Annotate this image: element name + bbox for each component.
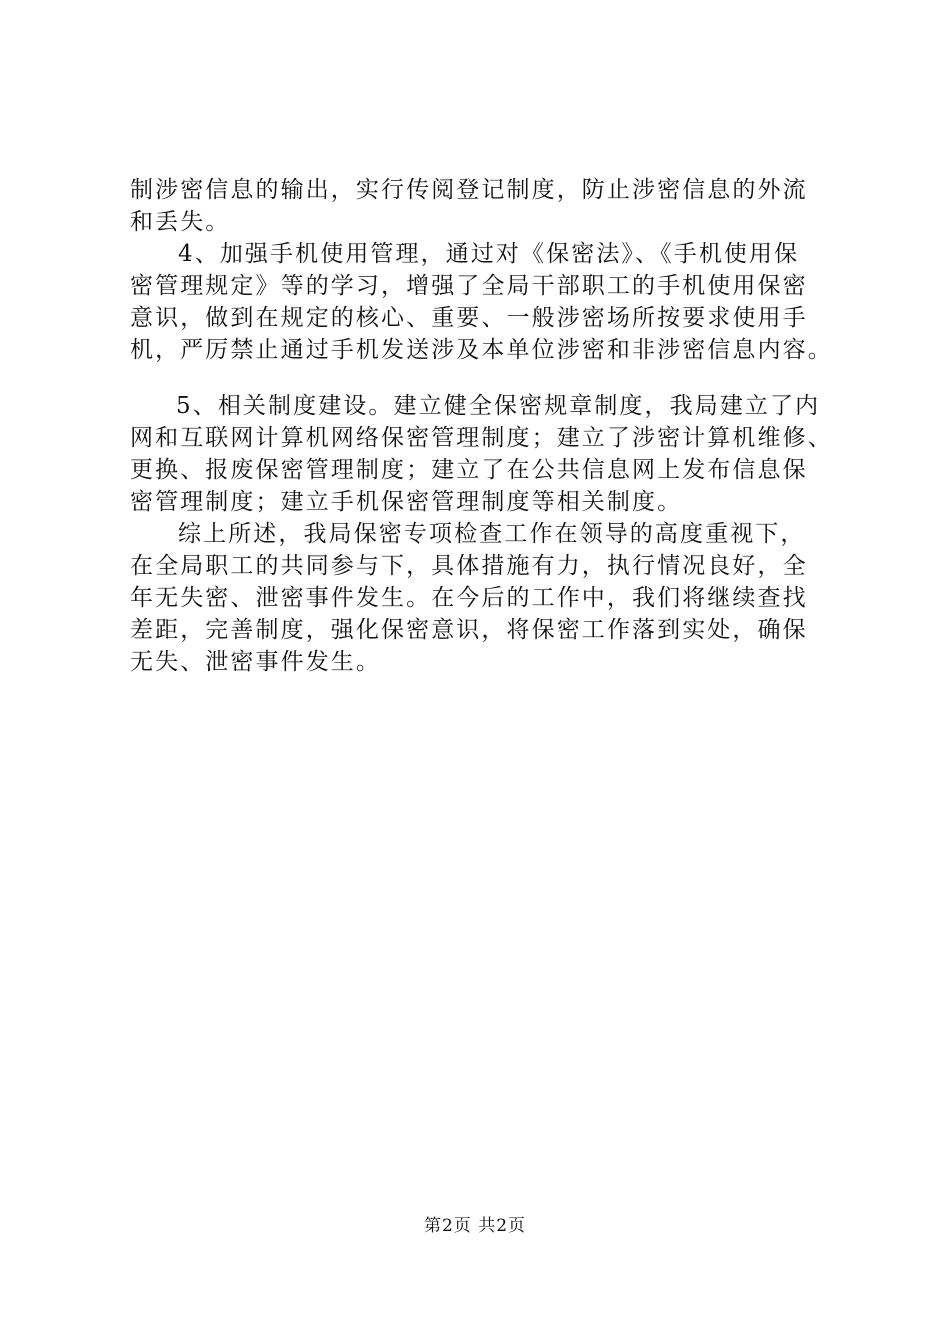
text-line: 在全局职工的共同参与下，具体措施有力，执行情况良好，全 — [130, 553, 808, 579]
paragraph-spacer — [130, 366, 835, 390]
text-line: 5、相关制度建设。建立健全保密规章制度，我局建立了内 — [176, 393, 821, 419]
text-line: 综上所述，我局保密专项检查工作在领导的高度重视下， — [178, 521, 806, 547]
text-line: 密管理规定》等的学习，增强了全局干部职工的手机使用保密 — [130, 273, 808, 299]
text-line: 无失、泄密事件发生。 — [130, 649, 381, 675]
page-footer: 第2页 共2页 — [423, 1216, 527, 1236]
text-line: 年无失密、泄密事件发生。在今后的工作中，我们将继续查找 — [130, 585, 808, 611]
paragraph-system-building — [130, 390, 835, 518]
text-line: 密管理制度；建立手机保密管理制度等相关制度。 — [130, 489, 683, 515]
paragraph-continuation — [130, 174, 835, 238]
text-line: 4、加强手机使用管理，通过对《保密法》、《手机使用保 — [178, 241, 800, 267]
text-line: 意识，做到在规定的核心、重要、一般涉密场所按要求使用手 — [130, 305, 808, 331]
document-body — [130, 174, 835, 678]
paragraph-summary — [130, 518, 835, 678]
text-line: 差距，完善制度，强化保密意识，将保密工作落到实处，确保 — [130, 617, 808, 643]
paragraph-phone-management — [130, 238, 835, 366]
text-line: 更换、报废保密管理制度；建立了在公共信息网上发布信息保 — [130, 457, 808, 483]
text-line: 机，严厉禁止通过手机发送涉及本单位涉密和非涉密信息内容。 — [130, 337, 833, 363]
text-line: 制涉密信息的输出，实行传阅登记制度，防止涉密信息的外流 — [130, 177, 808, 203]
text-line: 和丢失。 — [130, 209, 231, 235]
text-line: 网和互联网计算机网络保密管理制度；建立了涉密计算机维修、 — [130, 425, 833, 451]
